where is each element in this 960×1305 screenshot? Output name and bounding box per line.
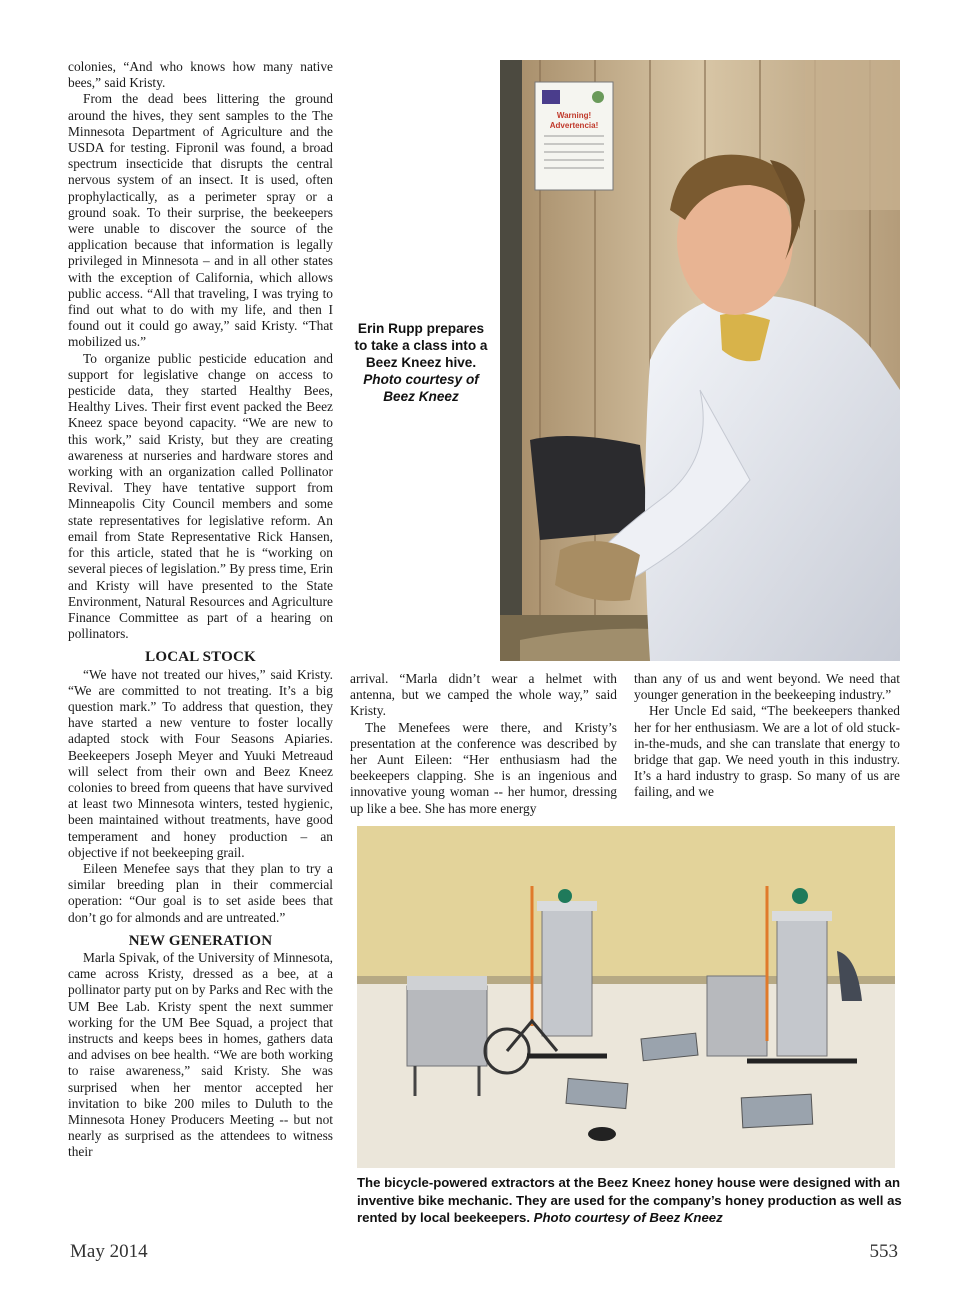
- article-column-right: [634, 671, 900, 801]
- section-heading-new-generation: NEW GENERATION: [128, 932, 273, 949]
- footer-date: May 2014: [70, 1241, 148, 1262]
- paragraph: To organize public pesticide education and support for legislative change on access to pesticide data, they started Healthy Bees, Healthy Lives. Their first event packed the Beez Kneez space beyond capacity. “We are new to this work,” said Kristy, but they are creating awareness at nurseries and hardware stores and working with an organization called Pollinator Revival. They have tentative support from Minneapolis City Council members and some state representatives for legislative reform. An email from State Representative Rick Hansen, for this article, stated that he is “working on several pieces of legislation.” By press time, Erin and Kristy will have presented to the State Environment, Natural Resources and Agriculture Finance Committee as part of a hearing on pollinators.: [68, 350, 333, 642]
- photo2-caption-credit: Photo courtesy of Beez Kneez: [533, 1210, 723, 1225]
- photo-bicycle-extractors: [357, 826, 895, 1168]
- paragraph: Marla Spivak, of the University of Minnesota, came across Kristy, dressed as a bee, at a pollinator party put on by Parks and Rec with the UM Bee Lab. Kristy spent the next summer working for the UM Bee Squad, a project that instructs and keeps bees in homes, gathers data and advises on bee health. “We are both working to raise awareness,” said Kristy. She was surprised when her mentor accepted her invitation to bike 200 miles to Duluth to the Minnesota Honey Producers Meeting -- but not nearly as surprised as the attendees to witness their: [68, 949, 333, 1160]
- photo2-caption: [357, 1174, 902, 1227]
- paragraph: Eileen Menefee says that they plan to try a similar breeding plan in their commercial operation: “Our goal is to set aside bees that don’t go for almonds and are untreated.”: [68, 860, 333, 925]
- paragraph: Her Uncle Ed said, “The beekeepers thanked her for her enthusiasm. We are a lot of old stuck-in-the-muds, and she can translate that energy to bridge that gap. We need youth in this industry. It’s a hard industry to grasp. So many of us are failing, and we: [634, 703, 900, 800]
- sign-warning-text: Warning!: [556, 111, 592, 120]
- photo1-caption-text: Erin Rupp prepares to take a class into a Beez Kneez hive.: [354, 321, 488, 370]
- photo-extractors-illustration: [357, 826, 895, 1168]
- photo2-caption-text: The bicycle-powered extractors at the Beez Kneez honey house were designed with an inventive bike mechanic. They are used for the company’s honey production as well as rented by local beekeepers.: [357, 1175, 902, 1225]
- photo-beekeeper: [500, 60, 900, 661]
- photo1-caption: [350, 320, 492, 405]
- paragraph: “We have not treated our hives,” said Kristy. “We are committed to not treating. It’s a big question mark.” To address that question, they have started a new venture to foster locally adapted stock with Four Seasons Apiaries. Beekeepers Joseph Meyer and Yuuki Metreaud will select from their own and Beez Kneez colonies to breed from queens that have survived at least two Minnesota winters, tested hygienic, been maintained without treatments, have good temperament and honey production – an objective if not beekeeping grail.: [68, 666, 333, 860]
- paragraph: The Menefees were there, and Kristy’s presentation at the conference was described by her Aunt Eileen: “Her enthusiasm had the beekeepers clapping. She is an ingenious and innovative young woman -- her humor, dressing up like a bee. She has more energy: [350, 719, 617, 816]
- section-heading-local-stock: LOCAL STOCK: [145, 649, 256, 666]
- paragraph: From the dead bees littering the ground around the hives, they sent samples to the The Minnesota Department of Agriculture and the USDA for testing. Fipronil was found, a broad spectrum insecticide that disrupts the central nervous system of an insect. It is used, often prophylactically, as a perimeter spray or a ground soak. To their surprise, the beekeepers were unable to discover the source of the application because that information is legally privileged in Minnesota – and in all other states with the exception of California, which allows public access. “All that traveling, I was trying to find out what to do with my life, and then I found out it could go away,” said Kristy. “That mobilized us.”: [68, 91, 333, 350]
- paragraph: colonies, “And who knows how many native bees,” said Kristy.: [68, 59, 333, 91]
- sign-advertencia-text: Advertencia!: [549, 121, 599, 130]
- article-column-middle: [350, 671, 617, 817]
- article-column-left: [68, 59, 333, 1161]
- photo-beekeeper-illustration: [500, 60, 900, 661]
- photo1-caption-credit: Photo courtesy of Beez Kneez: [363, 372, 479, 404]
- page-number: 553: [869, 1241, 898, 1262]
- paragraph: than any of us and went beyond. We need that younger generation in the beekeeping industry.”: [634, 671, 900, 703]
- paragraph: arrival. “Marla didn’t wear a helmet with antenna, but we camped the whole way,” said Kristy.: [350, 671, 617, 719]
